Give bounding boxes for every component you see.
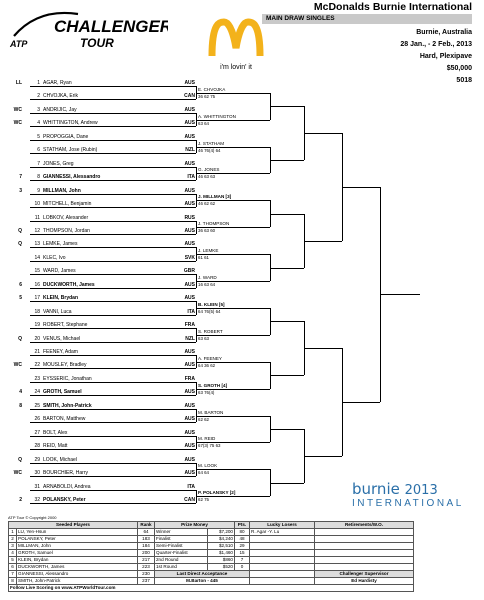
round1-score: 63 63 (198, 335, 209, 341)
round1-score: 36 63 60 (198, 228, 216, 234)
player-seed: Q (18, 456, 22, 463)
player-nationality: GBR (183, 268, 195, 275)
last-direct-label: Last Direct Acceptance (155, 571, 250, 578)
round1-score: 63 64 (198, 120, 209, 126)
player-name: WARD, James (43, 268, 76, 275)
draw-type: MAIN DRAW SINGLES (262, 14, 472, 24)
prize-round: Semi-Finalist (155, 543, 208, 550)
seeded-rank: 237 (138, 578, 155, 585)
player-nationality: AUS (184, 241, 195, 248)
player-nationality: NZL (185, 335, 195, 342)
draw-line (30, 180, 196, 181)
player-nationality: AUS (184, 201, 195, 208)
retirement-cell (315, 557, 414, 564)
player-name: GROTH, Samuel (43, 389, 82, 396)
draw-line (30, 194, 196, 195)
player-name: KLEC, Ivo (43, 254, 66, 261)
player-name: FEENEY, Adam (43, 349, 78, 355)
draw-line (30, 288, 196, 289)
player-name: DUCKWORTH, James (43, 281, 95, 288)
draw-line (30, 153, 196, 154)
player-nationality: AUS (184, 429, 195, 436)
player-seed: 7 (19, 174, 22, 181)
player-name: ARNABOLDI, Andrea (43, 483, 91, 490)
round1-score: 36 62 75 (198, 93, 216, 99)
semifinal-line (304, 456, 342, 457)
prize-round: Quarter-Finalist (155, 550, 208, 557)
atp-text: ATP (10, 39, 28, 49)
location: Burnie, Australia (416, 29, 472, 36)
player-nationality: FRA (184, 375, 195, 382)
player-name: WHITTINGTON, Andrew (43, 120, 98, 127)
player-nationality: AUS (184, 470, 195, 477)
seeded-name: SMITH, John-Patrick (17, 578, 138, 585)
quarterfinal-line (270, 160, 304, 161)
player-nationality: AUS (184, 80, 195, 86)
prize: $50,000 (446, 65, 472, 72)
seeded-name: DUCKWORTH, James (17, 564, 138, 571)
follow-live-scoring: Follow Live Scoring on www.ATPWorldTour.com (9, 585, 414, 592)
draw-line (30, 355, 196, 356)
player-seed: 2 (19, 496, 22, 503)
prize-points: 29 (235, 543, 250, 550)
player-nationality: FRA (184, 322, 195, 329)
seeded-rank: 184 (138, 543, 155, 550)
player-nationality: AUS (184, 106, 195, 113)
prize-points: 48 (235, 536, 250, 543)
draw-position: 10 (34, 201, 40, 208)
player-nationality: AUS (184, 389, 195, 396)
retirement-cell (315, 529, 414, 536)
player-seed: 3 (19, 187, 22, 194)
draw-position: 2 (37, 93, 40, 100)
draw-position: 3 (37, 106, 40, 113)
draw-line (30, 476, 196, 477)
lucky-loser-cell (250, 557, 315, 564)
retirement-cell (315, 550, 414, 557)
draw-line (30, 315, 196, 316)
round2-winner: J. STATHAM (198, 140, 225, 146)
seeded-name: LU, Yen-Hsun (17, 529, 138, 536)
round1-score: 61 61 (198, 255, 209, 261)
draw-position: 11 (34, 214, 40, 221)
seeded-name: POLANSKY, Peter (17, 536, 138, 543)
player-nationality: AUS (184, 402, 195, 409)
player-name: PROPOGGIA, Dane (43, 133, 89, 140)
retire-header: Retirements/W.O. (315, 522, 414, 529)
supervisor-label: Challenger Supervisor (315, 571, 414, 578)
seeded-number: 1 (9, 529, 17, 536)
quarterfinal-line (270, 429, 304, 430)
seeded-number: 3 (9, 543, 17, 550)
retirement-cell (315, 543, 414, 550)
prize-money: $7,200 (208, 529, 235, 536)
draw-line (30, 490, 196, 491)
seeded-number: 7 (9, 571, 17, 578)
player-nationality: AUS (184, 187, 195, 194)
player-name: MOUSLEY, Bradley (43, 362, 87, 369)
round1-score: 46 76(4) 64 (198, 147, 221, 153)
player-nationality: SVK (184, 254, 195, 261)
player-name: ROBERT, Stephane (43, 322, 88, 329)
player-name: JONES, Greg (43, 160, 74, 167)
player-name: SMITH, John-Patrick (43, 402, 92, 409)
player-seed: WC (13, 120, 22, 127)
player-name: VENUS, Michael (43, 335, 81, 342)
round2-winner: G. JONES (198, 167, 220, 173)
player-nationality: AUS (184, 416, 195, 423)
last-direct-value: M.Barton - 445 (155, 578, 250, 585)
prize-round: Finalist (155, 536, 208, 543)
draw-position: 9 (37, 187, 40, 194)
draw-line (30, 234, 196, 235)
seeded-number: 6 (9, 564, 17, 571)
champion-line (380, 294, 420, 295)
player-name: LEMKE, James (43, 241, 78, 248)
prize-money: $860 (208, 557, 235, 564)
draw-line (30, 301, 196, 302)
draw-position: 26 (34, 416, 40, 423)
player-name: MILLMAN, John (43, 187, 81, 194)
prize-money: $2,510 (208, 543, 235, 550)
draw-position: 7 (37, 160, 40, 167)
lucky-loser-cell: R. Agar -Y. Lu (250, 529, 315, 536)
player-name: LOBKOV, Alexander (43, 214, 89, 221)
player-seed: Q (18, 227, 22, 234)
player-seed: LL (15, 80, 22, 86)
copyright: ATP Tour © Copyright 2000 (8, 515, 57, 520)
lucky-loser-cell (250, 543, 315, 550)
lucky-loser-cell (250, 578, 315, 585)
draw-position: 31 (34, 483, 40, 490)
draw-line (30, 99, 196, 100)
player-nationality: ITA (187, 308, 195, 315)
draw-position: 8 (37, 174, 40, 181)
round2-winner: P. POLANSKY [2] (198, 490, 236, 496)
seeded-name: MILLMAN, John (17, 543, 138, 550)
player-name: BOURCHIER, Harry (43, 470, 89, 477)
round1-score: 64 36 62 (198, 362, 216, 368)
round2-winner: J. MILLMAN [3] (198, 194, 232, 200)
draw-position: 12 (34, 227, 40, 234)
draw-line (30, 221, 196, 222)
draw-position: 1 (37, 80, 40, 86)
draw-line (30, 113, 196, 114)
draw-position: 32 (34, 496, 40, 503)
player-seed: 4 (19, 389, 22, 396)
round2-winner: A. WHITTINGTON (198, 113, 236, 119)
round2-winner: S. ROBERT (198, 328, 223, 334)
draw-line (30, 395, 196, 396)
draw-line (30, 167, 196, 168)
draw-position: 23 (34, 375, 40, 382)
draw-line (30, 382, 196, 383)
player-seed: Q (18, 241, 22, 248)
player-name: KLEIN, Brydan (43, 295, 79, 302)
round2-winner: B. KLEIN [5] (198, 301, 225, 307)
draw-position: 25 (34, 402, 40, 409)
sponsor-year: 2013 (404, 483, 438, 498)
draw-line (30, 328, 196, 329)
prize-round: 2nd Round (155, 557, 208, 564)
round2-winner: J. WARD (198, 275, 217, 281)
pts-header: Pts. (235, 522, 250, 529)
burnie-international-logo (352, 480, 472, 509)
player-nationality: CAN (184, 496, 195, 503)
draw-position: 17 (34, 295, 40, 302)
player-name: ANDRIJIC, Jay (43, 106, 77, 113)
draw-line (30, 409, 196, 410)
draw-line (30, 422, 196, 423)
player-name: CHVOJKA, Erik (43, 93, 79, 100)
player-name: AGAR, Ryan (43, 80, 72, 86)
sponsor-line1: burnie (352, 480, 400, 498)
player-name: THOMPSON, Jordan (43, 227, 90, 234)
seeded-rank: 217 (138, 557, 155, 564)
seeded-number: 4 (9, 550, 17, 557)
draw-line (30, 368, 196, 369)
draw-position: 16 (34, 281, 40, 288)
player-name: STATHAM, Jose (Rubin) (43, 147, 98, 154)
lucky-loser-cell (250, 536, 315, 543)
draw-line (30, 140, 196, 141)
player-nationality: AUS (184, 456, 195, 463)
player-nationality: AUS (184, 281, 195, 288)
semifinal-line (304, 348, 342, 349)
player-name: LOOK, Michael (43, 456, 77, 463)
player-name: BOLT, Alex (43, 429, 68, 436)
prize-points: 7 (235, 557, 250, 564)
player-nationality: ITA (187, 483, 195, 490)
draw-position: 22 (34, 362, 40, 369)
round2-winner: E. CHVOJKA (198, 86, 226, 92)
round1-score: 46 63 63 (198, 174, 216, 180)
footer-table (8, 521, 414, 592)
draw-line (30, 126, 196, 127)
prize-round: Winner (155, 529, 208, 536)
player-nationality: CAN (184, 93, 195, 100)
prize-points: 80 (235, 529, 250, 536)
supervisor-name: Ed Hardisty (315, 578, 414, 585)
seeded-number: 5 (9, 557, 17, 564)
challenger-text: CHALLENGER (54, 17, 168, 36)
round1-score: 16 63 64 (198, 282, 216, 288)
draw-line (30, 436, 196, 437)
draw-line (30, 449, 196, 450)
round2-winner: J. THOMPSON (198, 221, 230, 227)
seeded-rank: 200 (138, 550, 155, 557)
sponsor-line2: INTERNATIONAL (352, 498, 464, 509)
lucky-loser-cell (250, 564, 315, 571)
seeded-rank: 64 (138, 529, 155, 536)
player-nationality: AUS (184, 160, 195, 167)
surface: Hard, Plexipave (419, 53, 472, 60)
player-seed: WC (13, 362, 22, 369)
lucky-loser-cell (250, 550, 315, 557)
lucky-header: Lucky Losers (250, 522, 315, 529)
player-name: POLANSKY, Peter (43, 496, 86, 503)
round1-score: 46 62 62 (198, 201, 216, 207)
draw-position: 18 (34, 308, 40, 315)
draw-position: 21 (34, 349, 40, 355)
player-nationality: AUS (184, 349, 195, 355)
semifinal-line (304, 133, 342, 134)
seeded-name: GROTH, Samuel (17, 550, 138, 557)
player-nationality: RUS (184, 214, 195, 221)
player-seed: WC (13, 106, 22, 113)
player-seed: 8 (19, 402, 22, 409)
player-name: GIANNESSI, Alessandro (43, 174, 101, 181)
round2-winner: M. REID (198, 436, 216, 442)
draw-position: 6 (37, 147, 40, 154)
prize-header: Prize Money (155, 522, 235, 529)
player-name: VANNI, Luca (43, 308, 72, 315)
draw-position: 19 (34, 322, 40, 329)
player-name: REID, Matt (43, 443, 68, 450)
draw-line (30, 207, 196, 208)
seeded-name: KLEIN, Brydan (17, 557, 138, 564)
draw-position: 24 (34, 389, 40, 396)
player-name: BARTON, Matthew (43, 416, 86, 423)
prize-money: $4,240 (208, 536, 235, 543)
atp-challenger-logo (8, 6, 168, 52)
seeded-number: 2 (9, 536, 17, 543)
round1-score: 63 76(4) (198, 389, 215, 395)
draw-line (30, 86, 196, 87)
draw-position: 13 (34, 241, 40, 248)
quarterfinal-line (270, 268, 304, 269)
draw-position: 15 (34, 268, 40, 275)
final-line (342, 402, 380, 403)
mcdonalds-logo (206, 18, 266, 70)
tournament-title: McDonalds Burnie International (313, 1, 472, 13)
mcd-slogan: i'm lovin' it (220, 64, 252, 71)
draw-position: 5 (37, 133, 40, 140)
rank-header: Rank (138, 522, 155, 529)
semifinal-line (304, 241, 342, 242)
round1-score: 62 75 (198, 497, 209, 503)
player-nationality: AUS (184, 133, 195, 140)
quarterfinal-line (270, 483, 304, 484)
draw-line (30, 463, 196, 464)
seeded-header: Seeded Players (9, 522, 138, 529)
player-nationality: AUS (184, 362, 195, 369)
seeded-name: GIANNESSI, Alessandro (17, 571, 138, 578)
quarterfinal-line (270, 321, 304, 322)
player-nationality: AUS (184, 443, 195, 450)
round2-winner: A. FEENEY (198, 355, 222, 361)
player-name: MITCHELL, Benjamin (43, 201, 92, 208)
seeded-rank: 183 (138, 536, 155, 543)
draw-position: 14 (34, 254, 40, 261)
round2-winner: J. LEMKE (198, 248, 219, 254)
prize-money: $520 (208, 564, 235, 571)
player-nationality: ITA (187, 174, 195, 181)
draw-position: 20 (34, 335, 40, 342)
retirement-cell (315, 536, 414, 543)
player-nationality: AUS (184, 120, 195, 127)
draw-position: 4 (37, 120, 40, 127)
prize-money: $1,460 (208, 550, 235, 557)
final-line (342, 187, 380, 188)
quarterfinal-line (270, 214, 304, 215)
player-seed: 5 (19, 295, 22, 302)
player-seed: 6 (19, 281, 22, 288)
seeded-number: 8 (9, 578, 17, 585)
draw-position: 28 (34, 443, 40, 450)
dates: 28 Jan., - 2 Feb., 2013 (400, 41, 472, 48)
round2-winner: M. LOOK (198, 463, 218, 469)
lucky-loser-cell (250, 571, 315, 578)
draw-line (30, 261, 196, 262)
prize-points: 0 (235, 564, 250, 571)
player-seed: WC (13, 470, 22, 477)
seeded-rank: 223 (138, 564, 155, 571)
player-nationality: NZL (185, 147, 195, 154)
quarterfinal-line (270, 375, 304, 376)
retirement-cell (315, 564, 414, 571)
round1-score: 62 62 (198, 416, 209, 422)
draw-position: 27 (34, 429, 40, 436)
prize-points: 15 (235, 550, 250, 557)
draw-position: 29 (34, 456, 40, 463)
draw-line (30, 342, 196, 343)
player-seed: Q (18, 335, 22, 342)
draw-line (30, 247, 196, 248)
player-nationality: AUS (184, 295, 195, 302)
player-nationality: AUS (184, 227, 195, 234)
tournament-code: 5018 (456, 77, 472, 84)
player-name: EYSSERIC, Jonathan (43, 375, 92, 382)
draw-line (30, 503, 196, 504)
tour-text: TOUR (80, 36, 114, 50)
round1-score: 64 64 (198, 470, 209, 476)
round2-winner: M. BARTON (198, 409, 224, 415)
round2-winner: S. GROTH [4] (198, 382, 228, 388)
seeded-rank: 230 (138, 571, 155, 578)
prize-round: 1st Round (155, 564, 208, 571)
draw-line (30, 274, 196, 275)
round1-score: 67(3) 75 63 (198, 443, 221, 449)
round1-score: 64 76(5) 64 (198, 308, 221, 314)
draw-position: 30 (34, 470, 40, 477)
quarterfinal-line (270, 106, 304, 107)
